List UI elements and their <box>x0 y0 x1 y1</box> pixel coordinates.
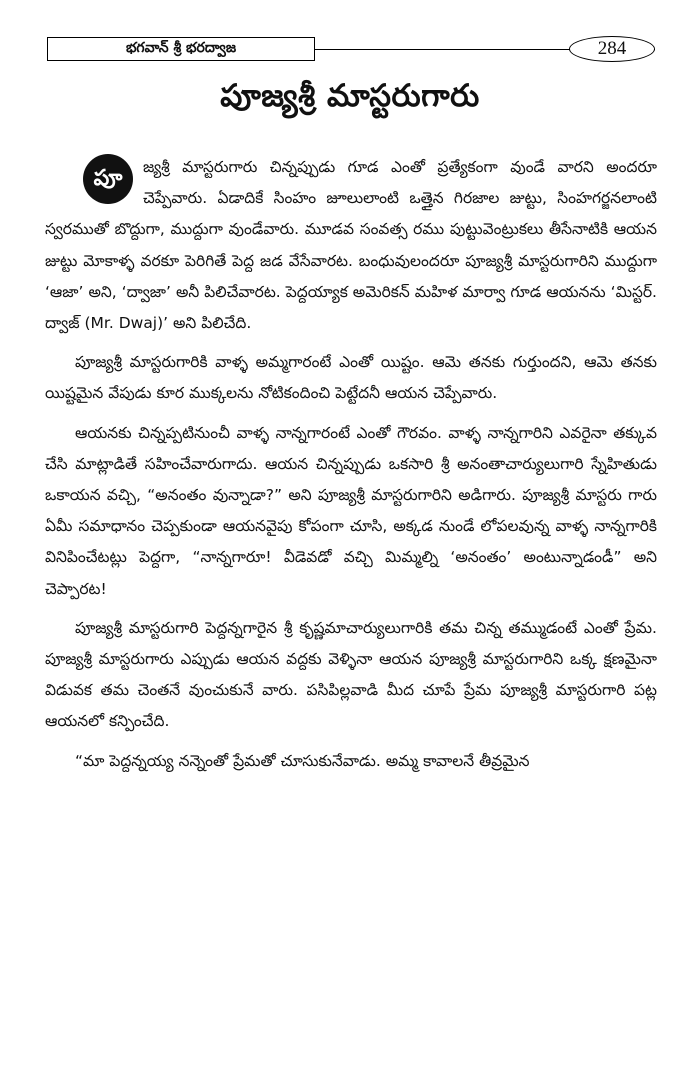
book-title: భగవాన్ శ్రీ భరద్వాజ <box>47 37 315 61</box>
drop-cap: పూ <box>83 154 133 204</box>
paragraph-5: “మా పెద్దన్నయ్య నన్నెంతో ప్రేమతో చూసుకునేవాడు. అమ్మ కావాలనే తీవ్రమైన <box>75 751 530 770</box>
paragraph-1 <box>45 152 657 339</box>
chapter-title: పూజ్యశ్రీ మాస్టరుగారు <box>220 78 480 114</box>
page-number: 284 <box>569 36 655 62</box>
paragraph-3: ఆయనకు చిన్నప్పటినుంచీ వాళ్ళ నాన్నగారంటే ఎంతో గౌరవం. వాళ్ళ నాన్నగారిని ఎవరైనా తక్కువ చేసి మాట్లాడితే సహించేవారుగాదు. ఆయన చిన్నప్పుడు ఒకసారి శ్రీ అనంతాచార్యులుగారి స్నేహితుడు ఒకాయన వచ్చి, “అనంతం వున్నాడా?” అని పూజ్యశ్రీ మాస్టరుగారిని అడిగారు. పూజ్యశ్రీ మాస్టరు గారు ఏమీ సమాధానం చెప్పకుండా ఆయనవైపు కోపంగా చూసి, అక్కడ నుండే లోపలవున్న వాళ్ళ నాన్నగారికి వినిపించేటట్లు పెద్దగా, “నాన్నగారూ! వీడెవడో వచ్చి మిమ్మల్ని ‘అనంతం’ అంటున్నాడండీ” అని చెప్పారట! <box>45 423 657 598</box>
paragraph-1-text: జ్యశ్రీ మాస్టరుగారు చిన్నప్పుడు గూడ ఎంతో ప్రత్యేకంగా వుండే వారని అందరూ చెప్పేవారు. ఏడాదికే సింహం జూలులాంటి ఒత్తైన గిరజాల జుట్టు, సింహగర్జనలాంటి స్వరముతో బొద్దుగా, ముద్దుగా వుండేవారు. మూడవ సంవత్స రము పుట్టువెంట్రుకలు తీసేనాటికి ఆయన జుట్టు మోకాళ్ళ వరకూ పెరిగితే పెద్ద జడ వేసేవారట. బంధువులందరూ పూజ్యశ్రీ మాస్టరుగారిని ముద్దుగా ‘ఆజా’ అని, ‘ద్వాజా’ అనీ పిలిచేవారట. పెద్దయ్యాక అమెరికన్ మహిళ మార్వా గూడ ఆయనను ‘మిస్టర్. ద్వాజ్ (Mr. Dwaj)’ అని పిలిచేది. <box>45 158 657 333</box>
body-text <box>45 152 657 785</box>
paragraph-2: పూజ్యశ్రీ మాస్టరుగారికి వాళ్ళ అమ్మగారంటే ఎంతో యిష్టం. ఆమె తనకు గుర్తుందని, ఆమె తనకు యిష్టమైన వేపుడు కూర ముక్కలను నోటికందించి పెట్టేదనీ ఆయన చెప్పేవారు. <box>45 353 657 403</box>
running-header <box>47 36 655 64</box>
paragraph-4: పూజ్యశ్రీ మాస్టరుగారి పెద్దన్నగారైన శ్రీ కృష్ణమాచార్యులుగారికి తమ చిన్న తమ్ముడంటే ఎంతో ప్రేమ. పూజ్యశ్రీ మాస్టరుగారు ఎప్పుడు ఆయన వద్దకు వెళ్ళినా ఆయన పూజ్యశ్రీ మాస్టరుగారిని ఒక్క క్షణమైనా విడువక తమ చెంతనే వుంచుకునే వారు. పసిపిల్లవాడి మీద చూపే ప్రేమ పూజ్యశ్రీ మాస్టరుగారి పట్ల ఆయనలో కన్పించేది. <box>45 618 657 731</box>
